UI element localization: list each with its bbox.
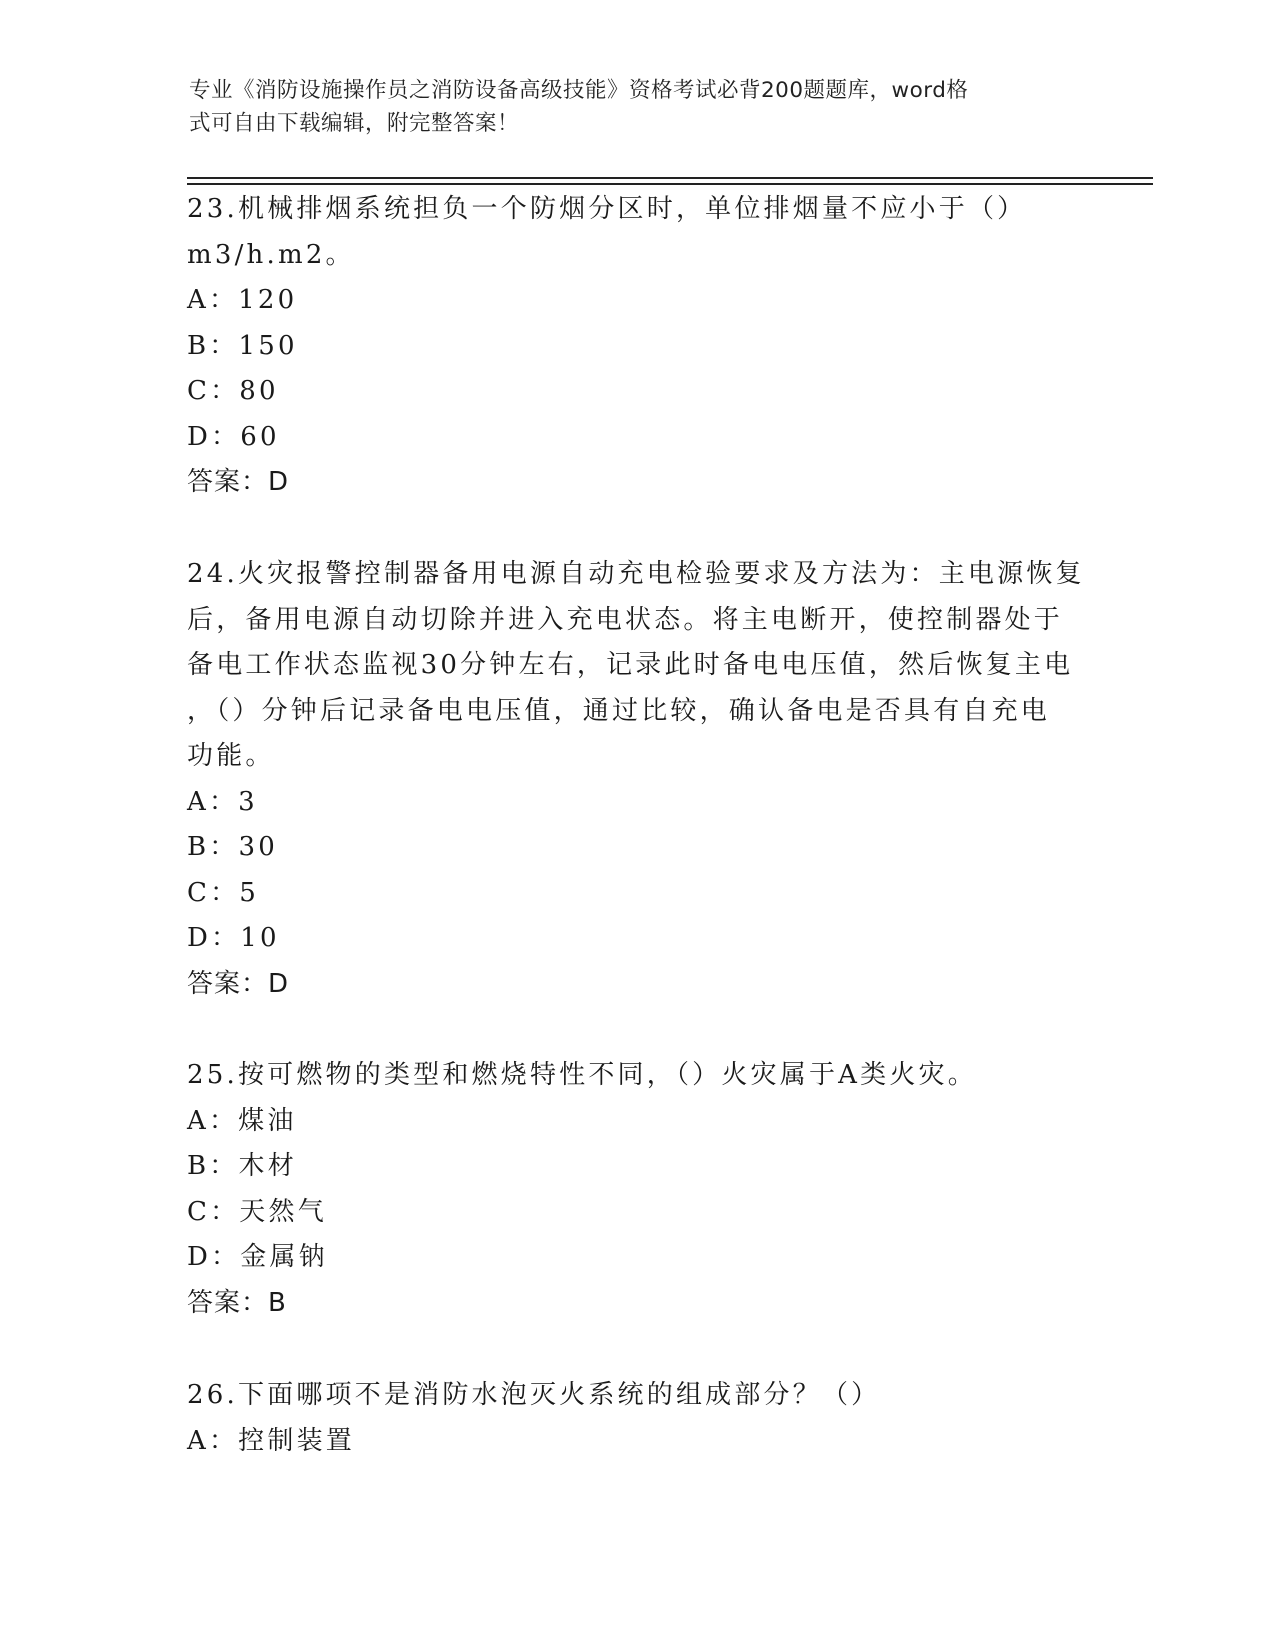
question-stem-line: 后，备用电源自动切除并进入充电状态。将主电断开，使控制器处于: [187, 604, 1064, 635]
option-d: D：60: [187, 421, 280, 452]
question-stem-line: 25.按可燃物的类型和燃烧特性不同，（）火灾属于A类火灾。: [187, 1060, 977, 1090]
question-stem-line: 23.机械排烟系统担负一个防烟分区时，单位排烟量不应小于（）: [187, 194, 1027, 224]
option-a: A：控制装置: [187, 1425, 355, 1456]
question-26: [187, 1373, 1077, 1464]
question-stem-line: 备电工作状态监视30分钟左右，记录此时备电电压值，然后恢复主电: [187, 650, 1074, 680]
option-c: C：天然气: [187, 1196, 327, 1227]
question-stem-line: 功能。: [187, 741, 275, 771]
question-24: [187, 552, 1085, 1007]
header-rule-top: [187, 177, 1153, 179]
header-line-2: 式可自由下载编辑，附完整答案！: [189, 111, 520, 136]
option-b: B：木材: [187, 1151, 297, 1181]
document-header: [189, 74, 1079, 140]
option-b: B：30: [187, 832, 278, 862]
option-c: C：80: [187, 376, 279, 406]
question-stem-line: 26.下面哪项不是消防水泡灭火系统的组成部分？（）: [187, 1380, 881, 1410]
answer: 答案：B: [187, 1287, 287, 1318]
question-stem-line: 24.火灾报警控制器备用电源自动充电检验要求及方法为：主电源恢复: [187, 559, 1085, 589]
option-a: A：3: [187, 786, 258, 817]
option-b: B：150: [187, 330, 298, 361]
option-d: D：金属钠: [187, 1242, 328, 1272]
option-a: A：120: [187, 285, 298, 315]
option-d: D：10: [187, 923, 280, 953]
header-rule-bottom: [187, 183, 1153, 185]
option-a: A：煤油: [187, 1105, 297, 1136]
answer: 答案：D: [187, 467, 290, 497]
question-stem-line: ，（）分钟后记录备电电压值，通过比较，确认备电是否具有自充电: [187, 695, 1051, 726]
question-25: [187, 1053, 1077, 1326]
question-23: [187, 187, 1077, 506]
header-line-1: 专业《消防设施操作员之消防设备高级技能》资格考试必背200题题库，word格: [189, 78, 969, 103]
answer: 答案：D: [187, 968, 290, 999]
option-c: C：5: [187, 877, 260, 908]
question-stem-line: m3/h.m2。: [187, 239, 355, 270]
